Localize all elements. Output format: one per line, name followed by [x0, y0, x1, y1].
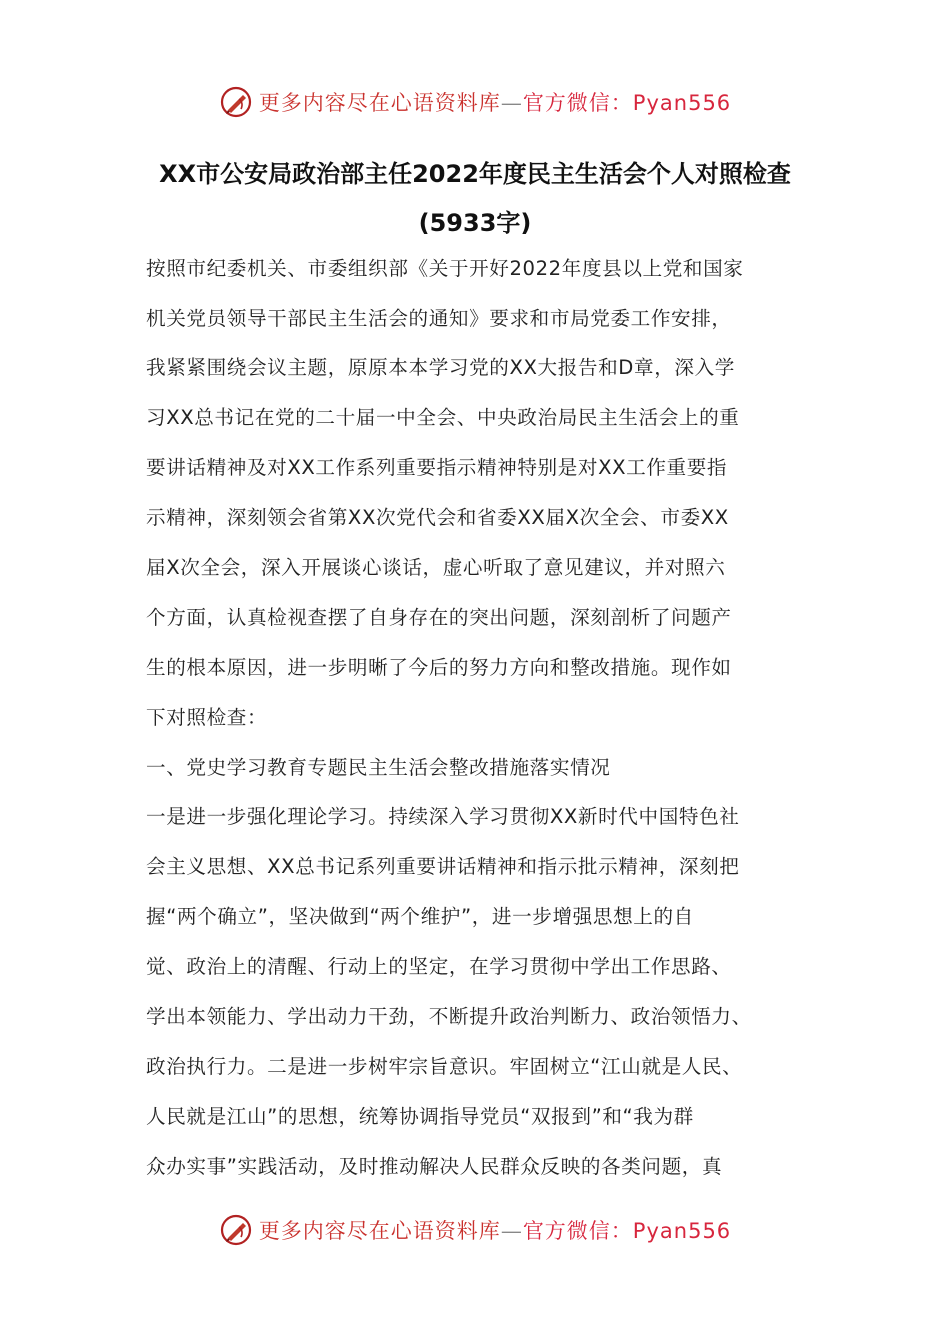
body-line: 政治执行力。二是进一步树牢宗旨意识。牢固树立“江山就是人民、 [146, 1055, 743, 1078]
body-line: 觉、政治上的清醒、行动上的坚定，在学习贯彻中学出工作思路、 [146, 955, 732, 978]
pen-logo-icon [219, 85, 253, 119]
body-line: 握“两个确立”，坚决做到“两个维护”，进一步增强思想上的自 [146, 905, 694, 928]
body-line: 众办实事”实践活动，及时推动解决人民群众反映的各类问题，真 [146, 1155, 723, 1178]
body-line: 学出本领能力、学出动力干劲，不断提升政治判断力、政治领悟力、 [146, 1005, 752, 1028]
pen-logo-icon [219, 1213, 253, 1247]
body-line: 示精神，深刻领会省第XX次党代会和省委XX届X次全会、市委XX [146, 506, 729, 529]
body-line: 要讲话精神及对XX工作系列重要指示精神特别是对XX工作重要指 [146, 456, 728, 479]
body-line: 一是进一步强化理论学习。持续深入学习贯彻XX新时代中国特色社 [146, 805, 740, 828]
body-line: 机关党员领导干部民主生活会的通知》要求和市局党委工作安排， [146, 307, 732, 330]
body-line: 生的根本原因，进一步明晰了今后的努力方向和整改措施。现作如 [146, 656, 732, 679]
banner-separator: — [500, 91, 523, 115]
body-line: 会主义思想、XX总书记系列重要讲话精神和指示批示精神，深刻把 [146, 855, 740, 878]
header-watermark-banner [0, 82, 950, 122]
banner-separator: — [500, 1219, 523, 1243]
section-heading: 一、党史学习教育专题民主生活会整改措施落实情况 [146, 756, 611, 779]
body-line: 习XX总书记在党的二十届一中全会、中央政治局民主生活会上的重 [146, 406, 740, 429]
banner-slogan: 更多内容尽在心语资料库 [258, 91, 501, 115]
body-line: 个方面，认真检视查摆了自身存在的突出问题，深刻剖析了问题产 [146, 606, 732, 629]
body-line: 人民就是江山”的思想，统筹协调指导党员“双报到”和“我为群 [146, 1105, 694, 1128]
body-line: 下对照检查： [146, 706, 268, 729]
body-line: 按照市纪委机关、市委组织部《关于开好2022年度县以上党和国家 [146, 257, 744, 280]
banner-slogan: 更多内容尽在心语资料库 [258, 1219, 501, 1243]
document-title-wordcount: (5933字) [418, 209, 532, 237]
footer-watermark-banner [0, 1210, 950, 1250]
banner-contact: 官方微信：Pyan556 [522, 91, 732, 115]
body-line: 我紧紧围绕会议主题，原原本本学习党的XX大报告和D章，深入学 [146, 356, 735, 379]
body-line: 届X次全会，深入开展谈心谈话，虚心听取了意见建议，并对照六 [146, 556, 726, 579]
banner-contact: 官方微信：Pyan556 [522, 1219, 732, 1243]
document-title: XX市公安局政治部主任2022年度民主生活会个人对照检查 [159, 160, 791, 188]
